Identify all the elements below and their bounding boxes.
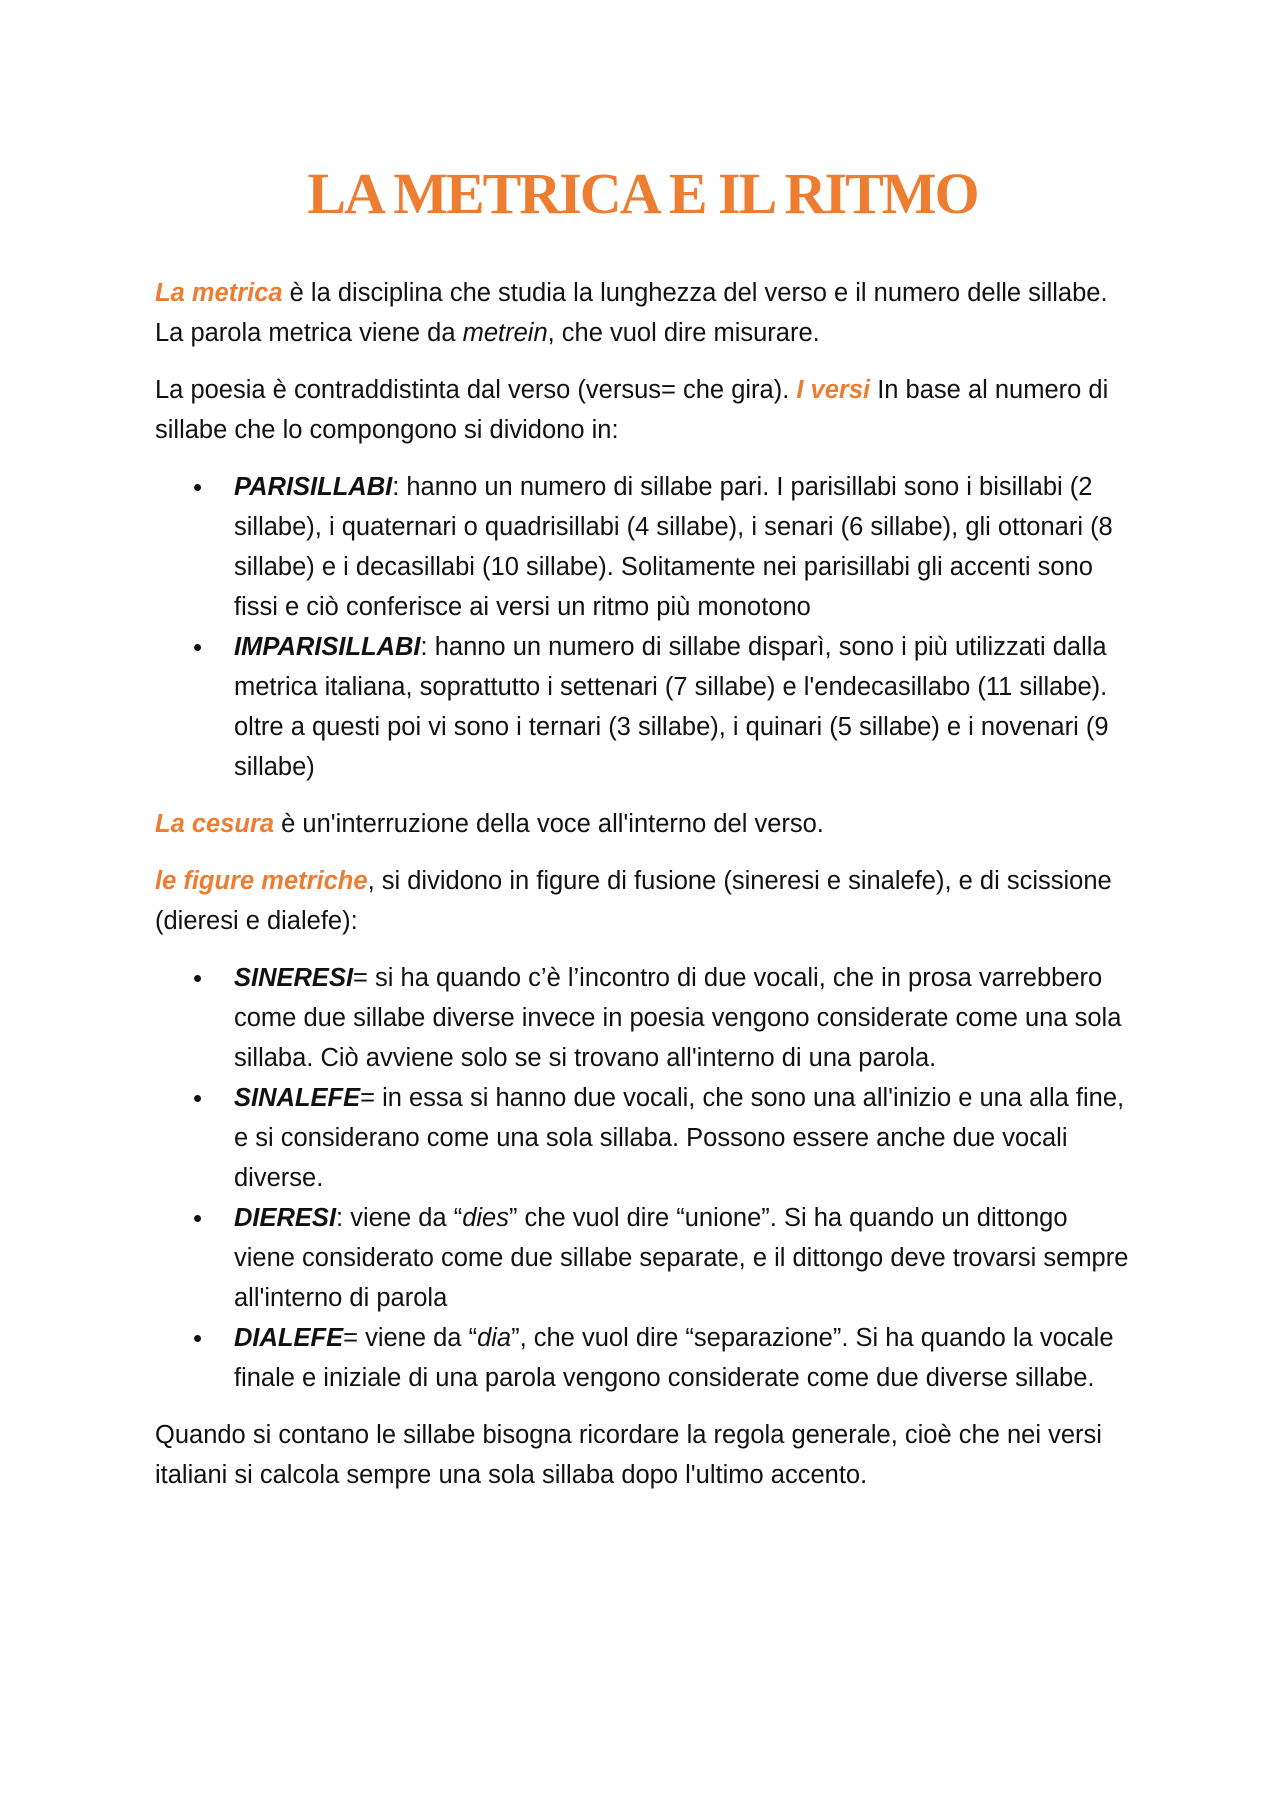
paragraph-metrica-text1: è la disciplina che studia la lunghezza del verso e il numero delle sillabe. La parola metrica viene da xyxy=(155,279,1108,347)
term-dieresi: DIERESI xyxy=(234,1204,337,1232)
sineresi-text: = si ha quando c’è l’incontro di due vocali, che in prosa varrebbero come due sillabe diverse invece in poesia vengono considerate come una sola sillaba. Ciò avviene solo se si trovano all'interno di una parola. xyxy=(234,964,1122,1072)
term-imparisillabi: IMPARISILLABI xyxy=(234,633,421,661)
paragraph-cesura xyxy=(155,804,1130,844)
list-item-imparisillabi xyxy=(155,627,1130,787)
term-la-cesura: La cesura xyxy=(155,810,275,838)
paragraph-metrica-text2: , che vuol dire misurare. xyxy=(547,319,820,347)
dialefe-text2: ”, che vuol dire “separazione”. Si ha quando la vocale finale e iniziale di una parola vengono considerate come due diverse sillabe. xyxy=(234,1324,1114,1392)
dieresi-text1: : viene da “ xyxy=(336,1204,463,1232)
paragraph-versi xyxy=(155,370,1130,450)
list-tipi-versi xyxy=(155,467,1130,787)
paragraph-figure-text: , si dividono in figure di fusione (sineresi e sinalefe), e di scissione (dieresi e dialefe): xyxy=(155,867,1112,935)
list-item-dieresi xyxy=(155,1198,1130,1318)
term-la-metrica: La metrica xyxy=(155,279,283,307)
paragraph-figure-metriche xyxy=(155,861,1130,941)
imparisillabi-text: : hanno un numero di sillabe disparì, sono i più utilizzati dalla metrica italiana, soprattutto i settenari (7 sillabe) e l'endecasillabo (11 sillabe). oltre a questi poi vi sono i ternari (3 sillabe), i quinari (5 sillabe) e i novenari (9 sillabe) xyxy=(234,633,1109,781)
list-figure-metriche xyxy=(155,958,1130,1398)
dieresi-text2: ” che vuol dire “unione”. Si ha quando un dittongo viene considerato come due sillabe separate, e il dittongo deve trovarsi sempre all'interno di parola xyxy=(234,1204,1129,1312)
paragraph-regola-generale: Quando si contano le sillabe bisogna ricordare la regola generale, cioè che nei versi italiani si calcola sempre una sola sillaba dopo l'ultimo accento. xyxy=(155,1421,1102,1489)
list-item-dialefe xyxy=(155,1318,1130,1398)
paragraph-versi-text1: La poesia è contraddistinta dal verso (versus= che gira). xyxy=(155,376,797,404)
paragraph-metrica xyxy=(155,273,1130,353)
page-title: LA METRICA E IL RITMO xyxy=(307,161,978,226)
term-sinalefe: SINALEFE xyxy=(234,1084,361,1112)
dialefe-text1: = viene da “ xyxy=(343,1324,478,1352)
term-figure-metriche: le figure metriche xyxy=(155,867,368,895)
parisillabi-text: : hanno un numero di sillabe pari. I parisillabi sono i bisillabi (2 sillabe), i quaternari o quadrisillabi (4 sillabe), i senari (6 sillabe), gli ottonari (8 sillabe) e i decasillabi (10 sillabe). Solitamente nei parisillabi gli accenti sono fissi e ciò conferisce ai versi un ritmo più monotono xyxy=(234,473,1113,621)
paragraph-cesura-text: è un'interruzione della voce all'interno del verso. xyxy=(274,810,824,838)
word-dia: dia xyxy=(477,1324,512,1352)
term-sineresi: SINERESI xyxy=(234,964,354,992)
list-item-parisillabi xyxy=(155,467,1130,627)
list-item-sinalefe xyxy=(155,1078,1130,1198)
term-i-versi: I versi xyxy=(796,376,871,404)
word-metrein: metrein xyxy=(462,319,548,347)
document-body xyxy=(155,273,1130,1512)
term-dialefe: DIALEFE xyxy=(234,1324,344,1352)
term-parisillabi: PARISILLABI xyxy=(234,473,393,501)
list-item-sineresi xyxy=(155,958,1130,1078)
paragraph-versi-text2: In base al numero di sillabe che lo compongono si dividono in: xyxy=(155,376,1109,444)
word-dies: dies xyxy=(462,1204,509,1232)
sinalefe-text: = in essa si hanno due vocali, che sono una all'inizio e una alla fine, e si considerano come una sola sillaba. Possono essere anche due vocali diverse. xyxy=(234,1084,1125,1192)
